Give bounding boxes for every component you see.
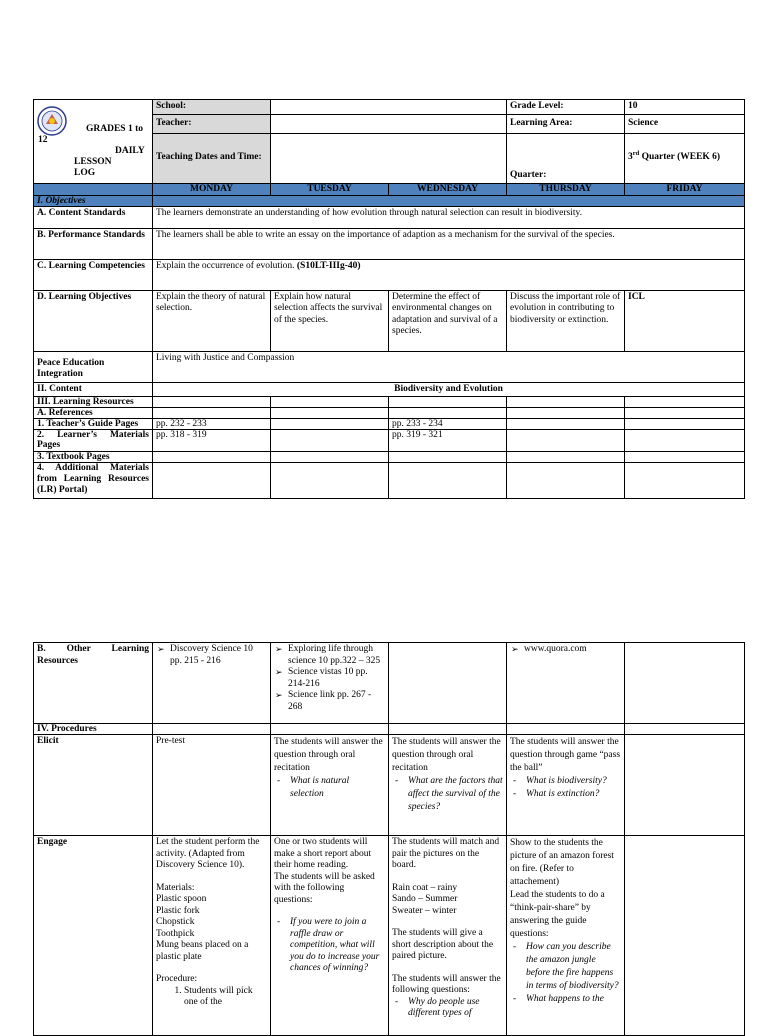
lesson-log-table-page2 <box>33 642 745 1036</box>
elicit-wednesday <box>389 735 507 836</box>
engage-thursday-questions <box>510 941 621 1006</box>
dll-title-line2: 12 <box>38 135 48 145</box>
empty-cell <box>389 408 507 419</box>
elicit-tuesday-questions <box>274 775 385 801</box>
content-standards-value: The learners demonstrate an understanding of how evolution through natural selection can result in biodiversity. <box>153 206 745 228</box>
list-item: - What is extinction? <box>526 788 621 801</box>
grade-level-label: Grade Level: <box>507 100 625 115</box>
school-value <box>271 100 507 115</box>
list-item: - What happens to the <box>526 993 621 1006</box>
list-item: 1. Students will pick one of the <box>184 986 267 1009</box>
quarter-label: Quarter: <box>507 133 625 183</box>
empty-cell <box>625 452 745 463</box>
teachers-guide-wednesday: pp. 233 - 234 <box>389 419 507 430</box>
objective-tuesday: Explain how natural selection affects the survival of the species. <box>271 290 389 351</box>
textbook-pages-label: 3. Textbook Pages <box>34 452 153 463</box>
elicit-label: Elicit <box>34 735 153 836</box>
engage-tuesday-questions <box>274 917 385 975</box>
objectives-heading-fill <box>153 195 745 206</box>
engage-tuesday <box>271 836 389 1036</box>
quarter-value: 3rd Quarter (WEEK 6) <box>625 133 745 183</box>
objective-wednesday: Determine the effect of environmental changes on adaptation and survival of a species. <box>389 290 507 351</box>
elicit-wednesday-text: The students will answer the question through oral recitation <box>392 737 501 773</box>
empty-cell <box>507 408 625 419</box>
list-item: Sweater – winter <box>392 905 457 916</box>
learning-area-value: Science <box>625 114 745 133</box>
engage-wednesday <box>389 836 507 1036</box>
teachers-guide-monday: pp. 232 - 233 <box>153 419 271 430</box>
list-item: - What is natural selection <box>290 775 385 801</box>
teachers-guide-label: 1. Teacher’s Guide Pages <box>34 419 153 430</box>
learners-materials-label: 2. Learner’s Materials Pages <box>34 430 153 452</box>
learning-resources-label: III. Learning Resources <box>34 397 153 408</box>
teacher-value <box>271 114 507 133</box>
empty-cell <box>271 397 389 408</box>
empty-cell <box>625 724 745 735</box>
other-resources-thursday-list <box>510 644 621 656</box>
day-header-monday: MONDAY <box>153 183 271 195</box>
engage-tuesday-p2: The students will be asked with the following questions: <box>274 871 375 905</box>
day-header-tuesday: TUESDAY <box>271 183 389 195</box>
empty-cell <box>271 452 389 463</box>
empty-cell <box>389 463 507 499</box>
list-item: ➢ www.quora.com <box>524 644 621 656</box>
objective-thursday: Discuss the important role of evolution in contributing to biodiversity or extinction. <box>507 290 625 351</box>
objectives-heading: I. Objectives <box>34 195 153 206</box>
other-resources-label: B. Other Learning Resources <box>34 643 153 724</box>
other-resources-wednesday <box>389 643 507 724</box>
grade-level-value: 10 <box>625 100 745 115</box>
empty-cell <box>271 463 389 499</box>
day-header-row <box>34 183 745 195</box>
peace-education-value: Living with Justice and Compassion <box>153 351 745 382</box>
list-item: Plastic fork <box>156 905 200 916</box>
school-label: School: <box>153 100 271 115</box>
other-resources-thursday <box>507 643 625 724</box>
engage-wednesday-questions <box>392 997 503 1020</box>
empty-cell <box>271 408 389 419</box>
dll-title-line4: LESSON <box>74 157 112 167</box>
engage-thursday-p2: Lead the students to do a “think-pair-share” by answering the guide questions: <box>510 890 605 939</box>
engage-monday <box>153 836 271 1036</box>
teacher-label: Teacher: <box>153 114 271 133</box>
objective-friday: ICL <box>625 290 745 351</box>
other-resources-tuesday-list <box>274 644 385 713</box>
list-item: Plastic spoon <box>156 894 207 904</box>
empty-cell <box>625 419 745 430</box>
empty-cell <box>271 430 389 452</box>
empty-cell <box>389 724 507 735</box>
day-header-wednesday: WEDNESDAY <box>389 183 507 195</box>
day-header-blank <box>34 183 153 195</box>
empty-cell <box>507 430 625 452</box>
empty-cell <box>153 397 271 408</box>
empty-cell <box>153 452 271 463</box>
dll-title-cell <box>34 100 153 184</box>
elicit-friday <box>625 735 745 836</box>
list-item: ➢ Science link pp. 267 - 268 <box>288 690 385 713</box>
content-value: Biodiversity and Evolution <box>153 382 745 397</box>
elicit-tuesday-text: The students will answer the question through oral recitation <box>274 737 383 773</box>
references-label: A. References <box>34 408 153 419</box>
teaching-dates-label: Teaching Dates and Time: <box>153 133 271 183</box>
list-item: - Why do people use different types of <box>408 997 503 1020</box>
dll-title-line1: GRADES 1 to <box>86 124 144 134</box>
teaching-dates-value <box>271 133 507 183</box>
deped-seal-icon <box>37 106 67 136</box>
day-header-friday: FRIDAY <box>625 183 745 195</box>
list-item: Chopstick <box>156 917 195 927</box>
day-header-thursday: THURSDAY <box>507 183 625 195</box>
empty-cell <box>625 408 745 419</box>
elicit-tuesday <box>271 735 389 836</box>
dll-title-line3: DAILY <box>115 146 145 156</box>
list-item: - What are the factors that affect the survival of the species? <box>408 775 503 814</box>
performance-standards-value: The learners shall be able to write an essay on the importance of adaption as a mechanism for the survival of the species. <box>153 228 745 259</box>
elicit-thursday <box>507 735 625 836</box>
empty-cell <box>153 724 271 735</box>
empty-cell <box>389 397 507 408</box>
learning-competencies-value: Explain the occurrence of evolution. (S10LT-IIIg-40) <box>153 259 745 290</box>
other-resources-monday-list <box>156 644 267 667</box>
empty-cell <box>153 408 271 419</box>
list-item: ➢ Discovery Science 10 pp. 215 - 216 <box>170 644 267 667</box>
elicit-monday: Pre-test <box>153 735 271 836</box>
list-item: ➢ Science vistas 10 pp. 214-216 <box>288 667 385 690</box>
elicit-thursday-text: The students will answer the question through game “pass the ball” <box>510 737 621 773</box>
learning-area-label: Learning Area: <box>507 114 625 133</box>
engage-thursday <box>507 836 625 1036</box>
learning-competencies-label: C. Learning Competencies <box>34 259 153 290</box>
list-item: Sando – Summer <box>392 894 458 904</box>
engage-monday-materials-label: Materials: <box>156 882 195 893</box>
engage-monday-intro: Let the student perform the activity. (Adapted from Discovery Science 10). <box>156 837 260 870</box>
objective-monday: Explain the theory of natural selection. <box>153 290 271 351</box>
empty-cell <box>389 452 507 463</box>
empty-cell <box>507 452 625 463</box>
empty-cell <box>507 724 625 735</box>
empty-cell <box>625 463 745 499</box>
additional-materials-label: 4. Additional Materials from Learning Resources (LR) Portal) <box>34 463 153 499</box>
dll-title-line5: LOG <box>74 168 96 178</box>
list-item: - If you were to join a raffle draw or competition, what will you do to increase your chances of winning? <box>290 917 385 975</box>
empty-cell <box>507 463 625 499</box>
empty-cell <box>153 463 271 499</box>
engage-monday-procedure-label: Procedure: <box>156 974 198 984</box>
list-item: Rain coat – rainy <box>392 882 458 893</box>
engage-friday <box>625 836 745 1036</box>
engage-wednesday-p2: The students will give a short description about the paired picture. <box>392 928 494 961</box>
content-label: II. Content <box>34 382 153 397</box>
empty-cell <box>271 724 389 735</box>
engage-wednesday-p3: The students will answer the following questions: <box>392 973 501 995</box>
other-resources-monday <box>153 643 271 724</box>
learners-materials-wednesday: pp. 319 - 321 <box>389 430 507 452</box>
engage-wednesday-p1: The students will match and pair the pictures on the board. <box>392 837 500 870</box>
learners-materials-monday: pp. 318 - 319 <box>153 430 271 452</box>
list-item: Toothpick <box>156 928 195 939</box>
list-item: - How can you describe the amazon jungle before the fire happens in terms of biodiversity? <box>526 941 621 993</box>
empty-cell <box>507 397 625 408</box>
lesson-log-table-page1 <box>33 99 745 499</box>
empty-cell <box>271 419 389 430</box>
elicit-thursday-questions <box>510 775 621 801</box>
list-item: - What is biodiversity? <box>526 775 621 788</box>
learning-objectives-label: D. Learning Objectives <box>34 290 153 351</box>
list-item: ➢ Exploring life through science 10 pp.322 – 325 <box>288 644 385 667</box>
other-resources-tuesday <box>271 643 389 724</box>
empty-cell <box>625 397 745 408</box>
engage-label: Engage <box>34 836 153 1036</box>
procedures-label: IV. Procedures <box>34 724 153 735</box>
engage-monday-steps <box>156 986 267 1009</box>
performance-standards-label: B. Performance Standards <box>34 228 153 259</box>
empty-cell <box>507 419 625 430</box>
elicit-wednesday-questions <box>392 775 503 814</box>
content-standards-label: A. Content Standards <box>34 206 153 228</box>
peace-education-label: Peace Education Integration <box>34 351 153 382</box>
engage-tuesday-p1: One or two students will make a short report about their home reading. <box>274 837 372 870</box>
empty-cell <box>625 430 745 452</box>
other-resources-friday <box>625 643 745 724</box>
list-item: Mung beans placed on a plastic plate <box>156 940 249 962</box>
engage-thursday-p1: Show to the students the picture of an amazon forest on fire. (Refer to attachement) <box>510 838 614 887</box>
